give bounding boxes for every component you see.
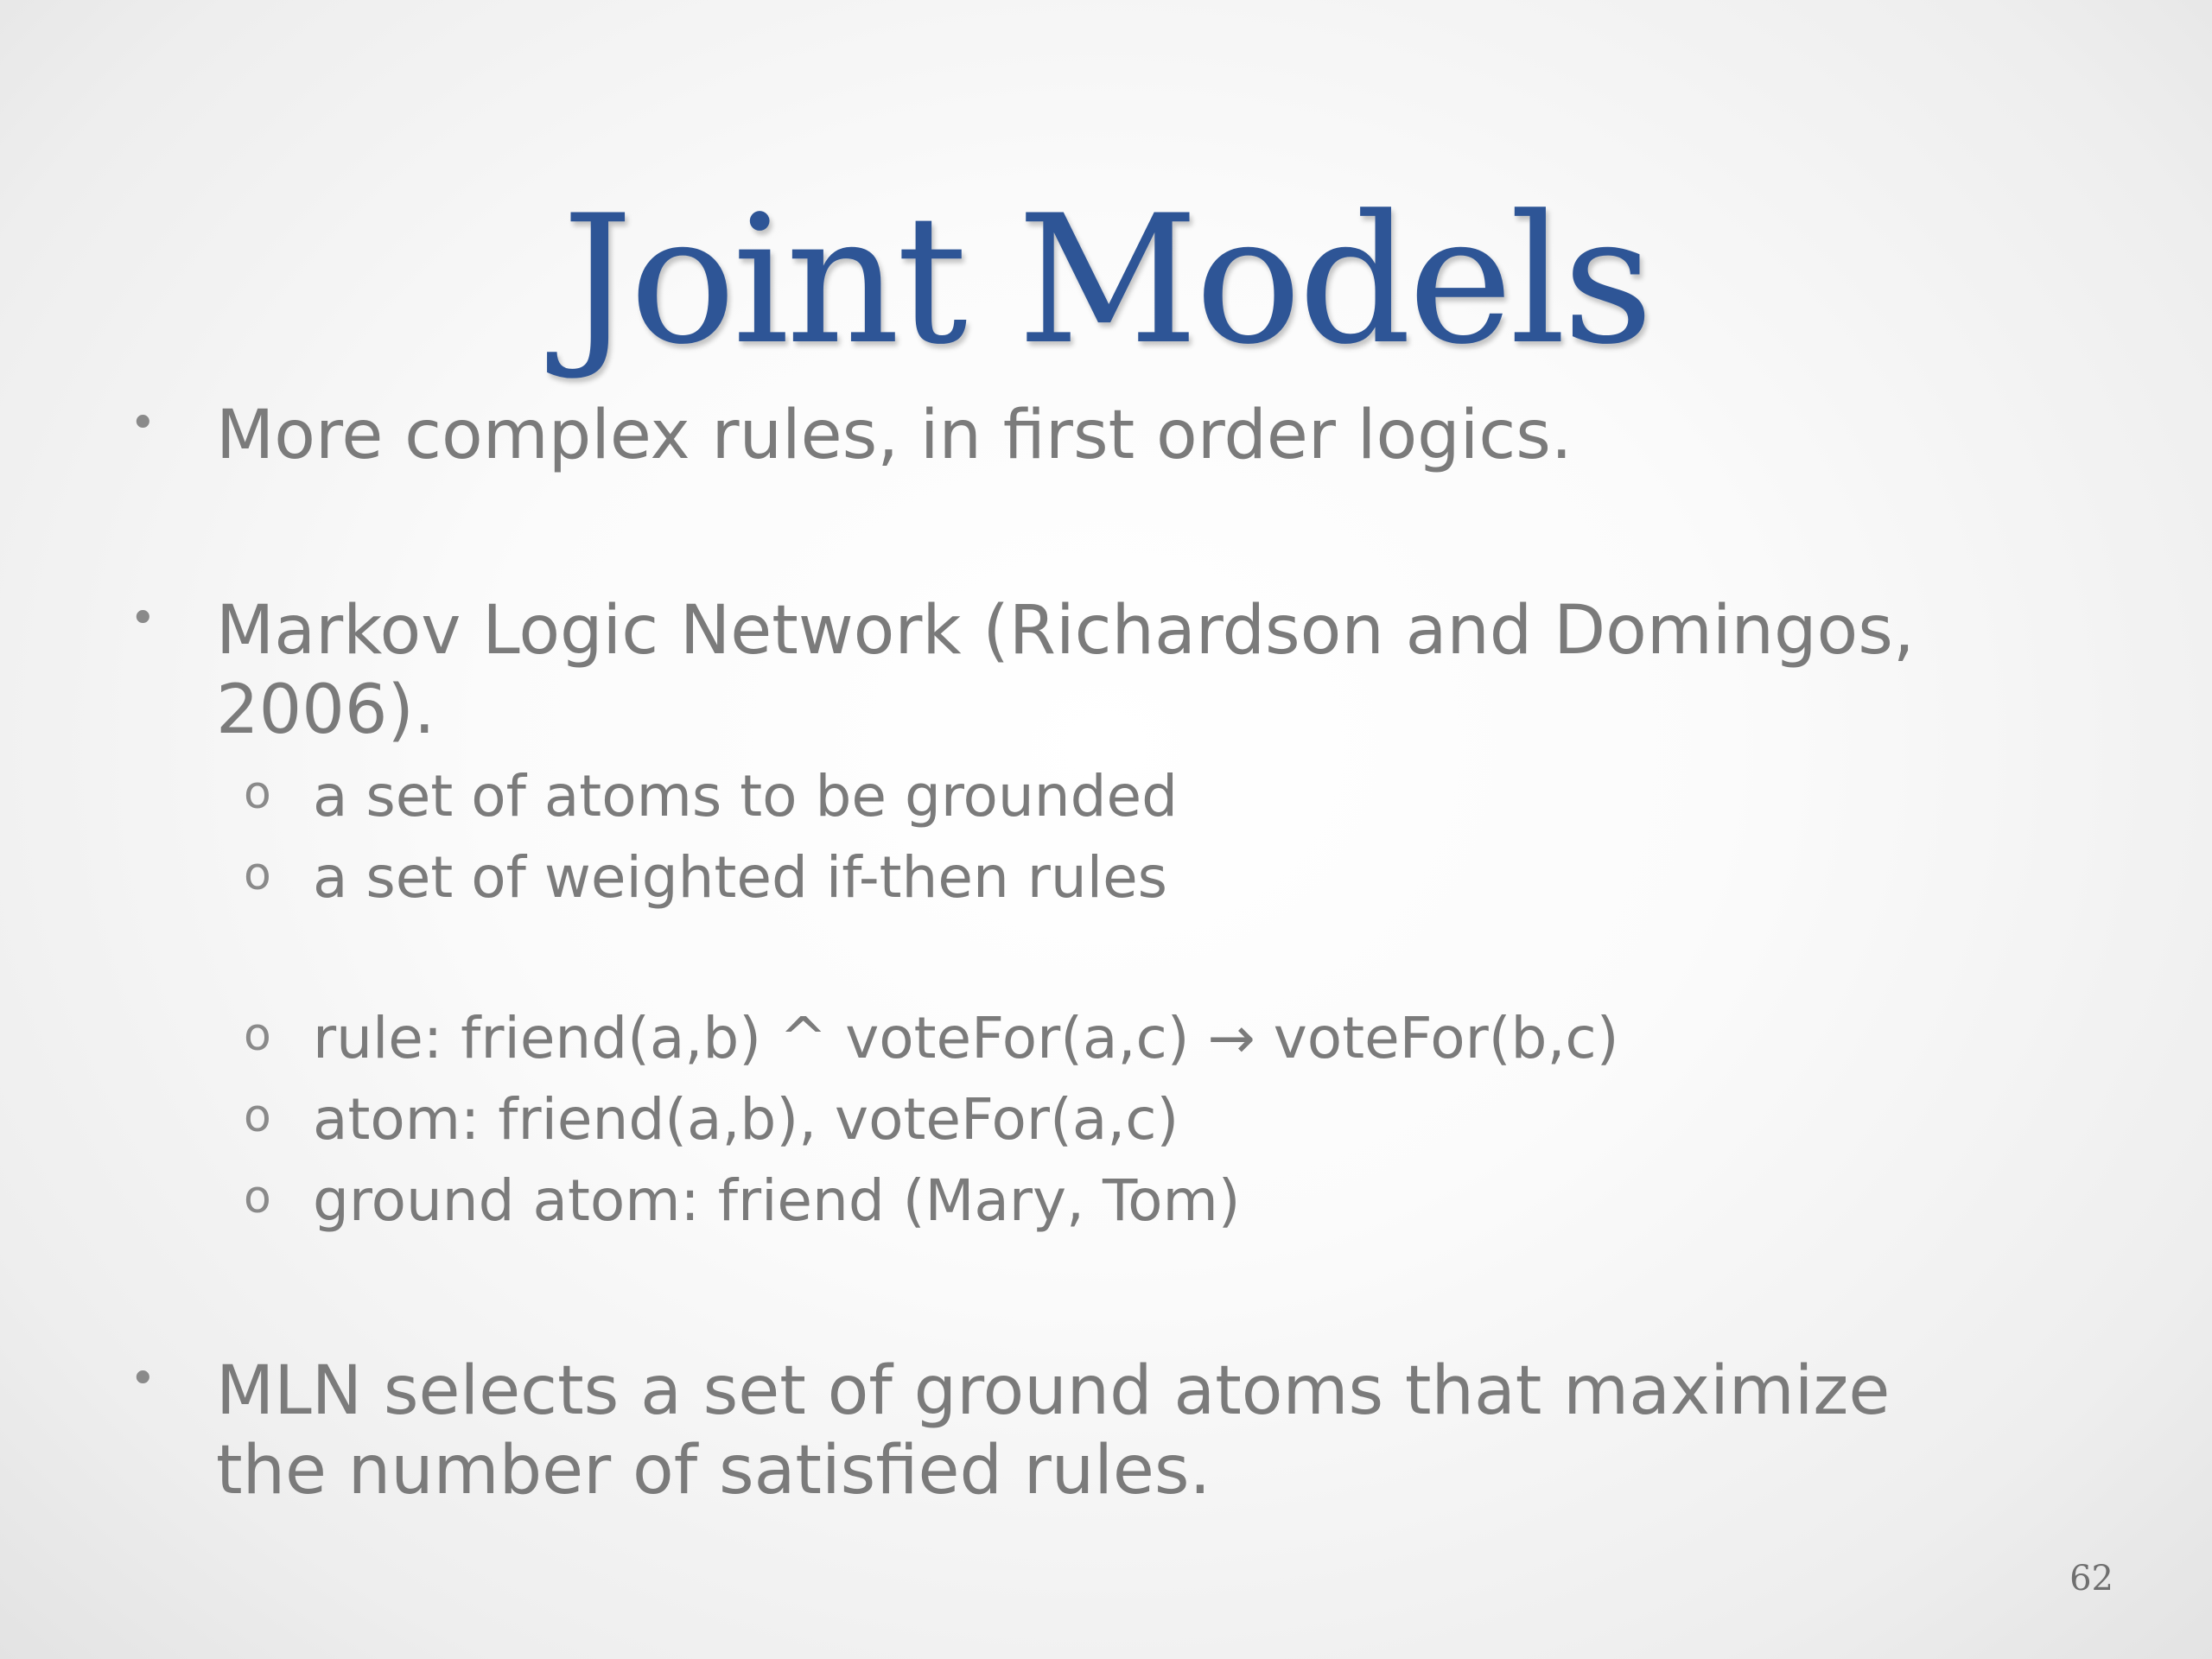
bullet-text-line-2: the number of satisfied rules. — [216, 1432, 1211, 1510]
sub-bullet-text: rule: friend(a,b) ^ voteFor(a,c) → voteFor(b,c) — [313, 1005, 1619, 1071]
page-number: 62 — [2069, 1559, 2113, 1599]
slide-title: Joint Models — [562, 178, 1650, 384]
sub-bullet-marker: o — [244, 1009, 271, 1061]
bullet-text-line-1: MLN selects a set of ground atoms that maximize — [216, 1352, 1891, 1430]
bullet-text: More complex rules, in first order logics. — [216, 397, 1573, 474]
sub-bullet-text: a set of weighted if-then rules — [313, 844, 1168, 911]
sub-bullet-marker: o — [244, 1172, 271, 1224]
bullet-marker: • — [130, 593, 156, 645]
bullet-text-line-1: Markov Logic Network (Richardson and Domingos, — [216, 592, 1915, 670]
sub-bullet-marker: o — [244, 767, 271, 819]
sub-bullet-marker: o — [244, 1090, 271, 1142]
sub-bullet-text: a set of atoms to be grounded — [313, 763, 1178, 830]
sub-bullet-text: ground atom: friend (Mary, Tom) — [313, 1167, 1241, 1234]
sub-bullet-text: atom: friend(a,b), voteFor(a,c) — [313, 1086, 1179, 1153]
sub-bullet-marker: o — [244, 849, 271, 900]
bullet-marker: • — [130, 397, 156, 449]
bullet-marker: • — [130, 1353, 156, 1405]
bullet-text-line-2: 2006). — [216, 671, 435, 749]
